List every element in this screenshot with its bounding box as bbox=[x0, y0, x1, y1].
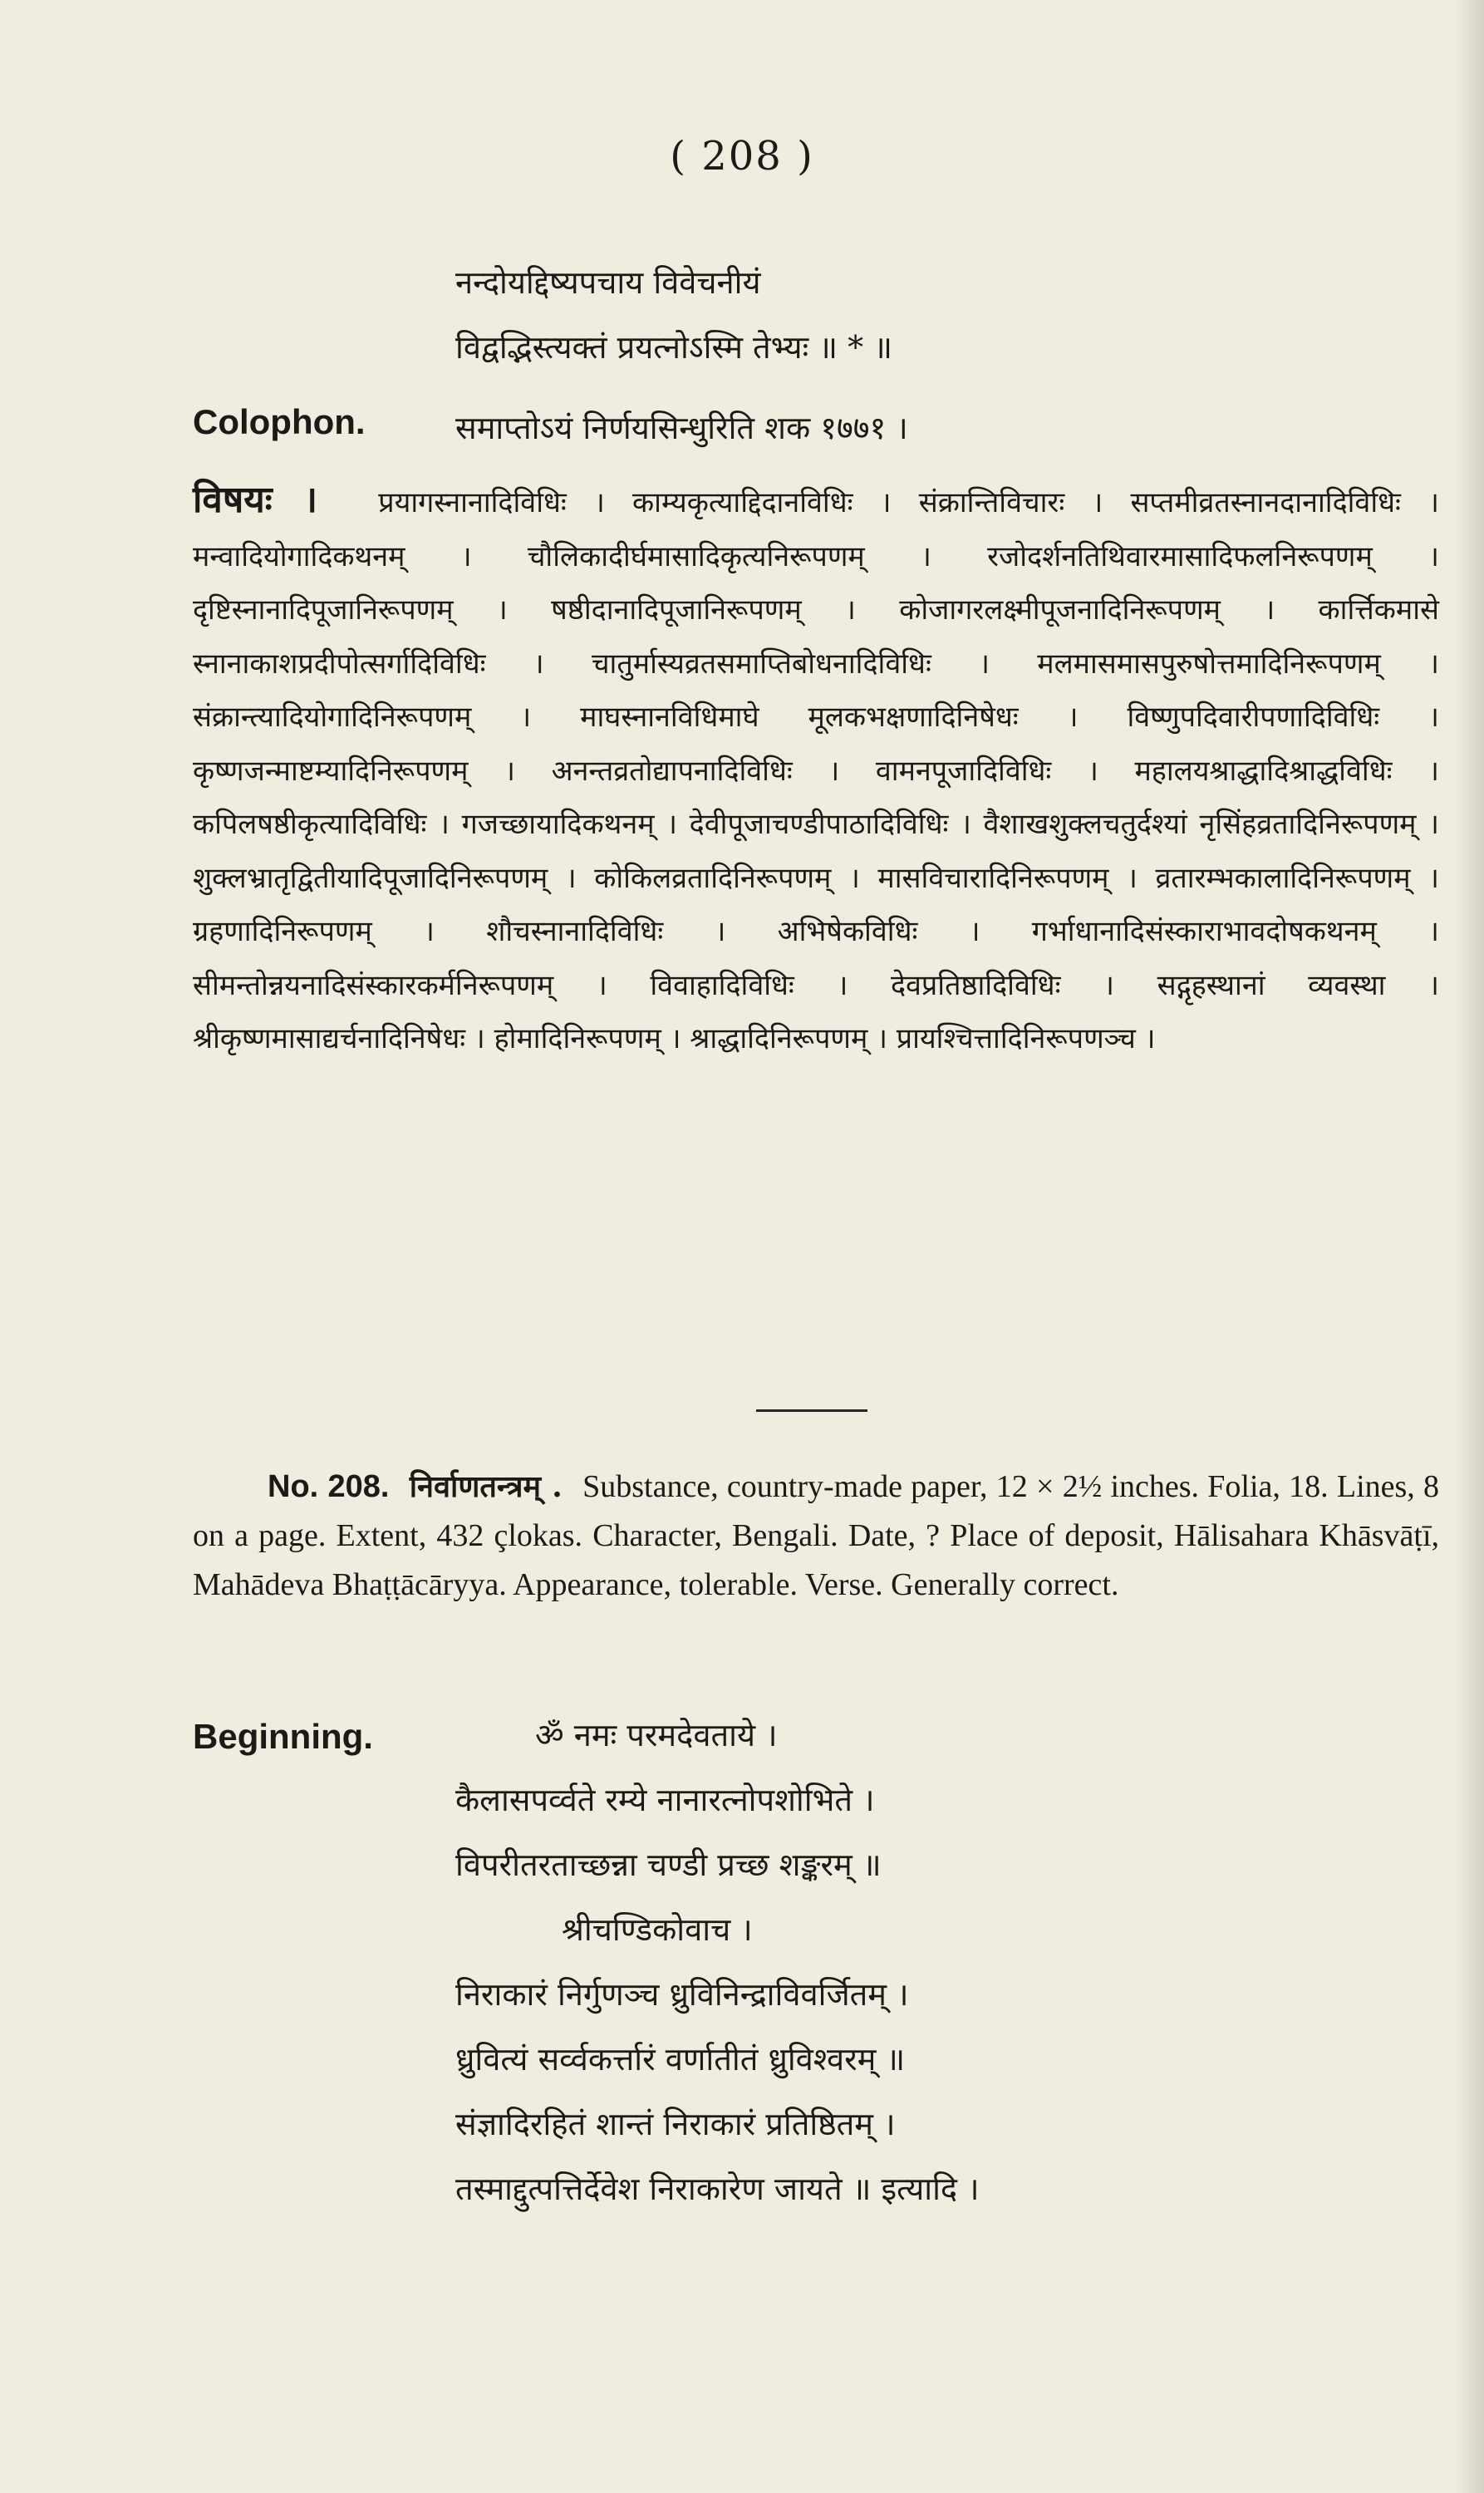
beginning-line-2: कैलासपर्व्वते रम्ये नानारत्नोपशोभिते । bbox=[455, 1782, 875, 1818]
beginning-line-5: निराकारं निर्गुणञ्च ध्रुविनिन्द्राविवर्जितम् । bbox=[455, 1976, 909, 2013]
colophon-text: समाप्तोऽयं निर्णयसिन्धुरिति शक १७७१ । bbox=[455, 410, 908, 446]
section-divider bbox=[756, 1409, 867, 1412]
subject-text: प्रयागस्नानादिविधिः । काम्यकृत्याद्दिदानविधिः । संक्रान्तिविचारः । सप्तमीव्रतस्नानदानादिविधिः । मन्वादियोगादिकथनम् । चौलिकादीर्घमासादिकृत्यनिरूपणम् । रजोदर्शनतिथिवारमासादिफलनिरूपणम् । दृष्टिस्नानादिपूजानिरूपणम् । षष्ठीदानादिपूजानिरूपणम् । कोजागरलक्ष्मीपूजनादिनिरूपणम् । कार्त्तिकमासे स्नानाकाशप्रदीपोत्सर्गादिविधिः । चातुर्मास्यव्रतसमाप्तिबोधनादिविधिः । मलमासमासपुरुषोत्तमादिनिरूपणम् । संक्रान्त्यादियोगादिनिरूपणम् । माघस्नानविधिमाघे मूलकभक्षणादिनिषेधः । विष्णुपदिवारीपणादिविधिः । कृष्णजन्माष्टम्यादिनिरूपणम् । अनन्तव्रतोद्यापनादिविधिः । वामनपूजादिविधिः । महालयश्राद्धादिश्राद्धविधिः । कपिलषष्ठीकृत्यादिविधिः । गजच्छायादिकथनम् । देवीपूजाचण्डीपाठादिविधिः । वैशाखशुक्लचतुर्दश्यां नृसिंहव्रतादिनिरूपणम् । शुक्लभ्रातृद्वितीयादिपूजादिनिरूपणम् । कोकिलव्रतादिनिरूपणम् । मासविचारादिनिरूपणम् । व्रतारम्भकालादिनिरूपणम् । ग्रहणादिनिरूपणम् । शौचस्नानादिविधिः । अभिषेकविधिः । गर्भाधानादिसंस्काराभावदोषकथनम् । सीमन्तोन्नयनादिसंस्कारकर्मनिरूपणम् । विवाहादिविधिः । देवप्रतिष्ठादिविधिः । सद्गृहस्थानां व्यवस्था । श्रीकृष्णमासाद्यर्चनादिनिषेधः । होमादिनिरूपणम् । श्राद्धादिनिरूपणम् । प्रायश्चित्तादिनिरूपणञ्च । bbox=[193, 486, 1439, 1055]
subject-label: विषयः । bbox=[193, 479, 318, 521]
record-title: निर्वाणतन्त्रम् . bbox=[409, 1469, 563, 1504]
subject-section bbox=[193, 474, 1439, 1066]
beginning-line-8: तस्माद्दुत्पत्तिर्देवेश निराकारेण जायते ॥ इत्यादि । bbox=[455, 2171, 980, 2207]
beginning-line-6: ध्रुवित्यं सर्व्वकर्त्तारं वर्णातीतं ध्रुविश्वरम् ॥ bbox=[455, 2041, 906, 2078]
beginning-line-1: ॐ नमः परमदेवताये । bbox=[535, 1717, 778, 1753]
record-entry bbox=[193, 1463, 1439, 1610]
beginning-label: Beginning. bbox=[193, 1717, 373, 1756]
record-details: Substance, country-made paper, 12 × 2½ inches. Folia, 18. Lines, 8 on a page. Extent, 432 çlokas. Character, Bengali. Date, ? Place of deposit, Hālisahara Khāsvāṭī, Mahādeva Bhaṭṭācāryya. Appearance, tolerable. Verse. Generally correct. bbox=[193, 1469, 1440, 1602]
colophon-label: Colophon. bbox=[193, 402, 366, 441]
beginning-line-7: संज्ञादिरहितं शान्तं निराकारं प्रतिष्ठितम् । bbox=[455, 2106, 896, 2142]
beginning-line-4: श्रीचण्डिकोवाच । bbox=[562, 1911, 753, 1948]
top-verse-line-2: विद्वद्भिस्त्यक्तं प्रयत्नोऽस्मि तेभ्यः ॥ * ॥ bbox=[455, 329, 892, 366]
page-number: ( 208 ) bbox=[670, 133, 814, 179]
top-verse-line-1: नन्दोयद्दिष्यपचाय विवेचनीयं bbox=[455, 264, 761, 301]
beginning-line-3: विपरीतरताच्छन्ना चण्डी प्रच्छ शङ्करम् ॥ bbox=[455, 1846, 882, 1883]
page-edge-shadow bbox=[1454, 0, 1484, 2493]
record-number: No. 208. bbox=[268, 1469, 390, 1504]
